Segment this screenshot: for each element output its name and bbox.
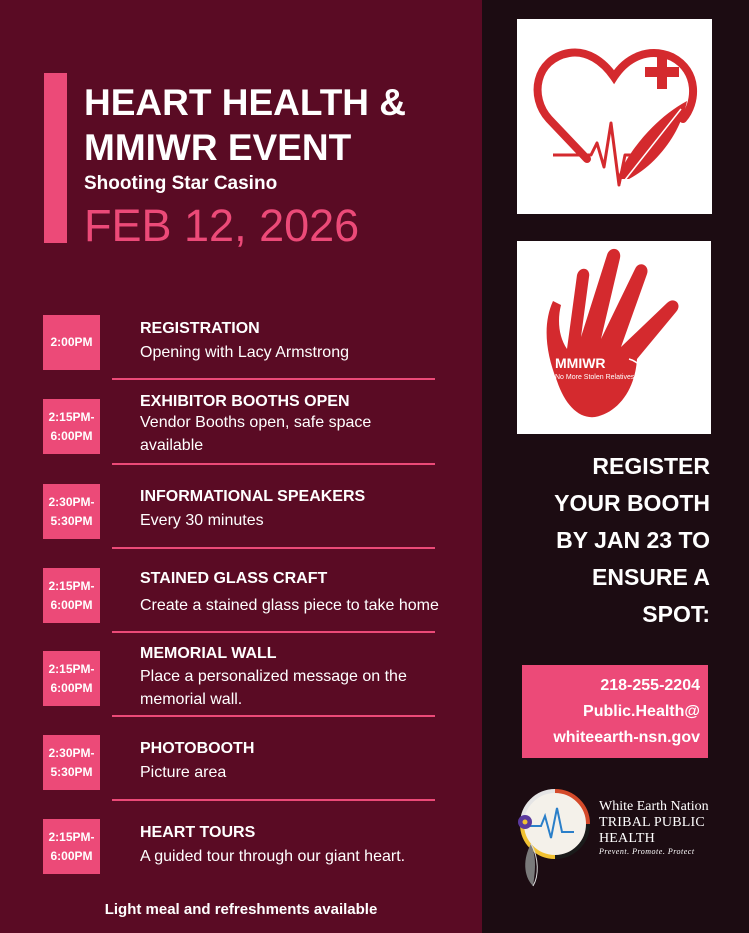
time-badge: 2:15PM- 6:00PM [43, 568, 100, 623]
register-callout: REGISTER YOUR BOOTH BY JAN 23 TO ENSURE A SPOT: [554, 453, 710, 627]
event-venue: Shooting Star Casino [84, 173, 278, 194]
time-badge: 2:00PM [43, 315, 100, 370]
schedule-item-title: MEMORIAL WALL [140, 645, 277, 662]
heart-ecg-icon [517, 19, 712, 214]
title-line-1: HEART HEALTH & [84, 82, 407, 123]
divider [112, 715, 435, 717]
contact-email-line1[interactable]: Public.Health@ [583, 703, 700, 720]
heart-health-logo [517, 19, 712, 214]
mmiwr-tagline: No More Stolen Relatives [555, 374, 635, 381]
schedule-item-title: EXHIBITOR BOOTHS OPEN [140, 393, 350, 410]
title-line-2: MMIWR EVENT [84, 127, 352, 168]
event-date: FEB 12, 2026 [84, 200, 360, 251]
schedule-item-desc: Picture area [140, 764, 227, 781]
divider [112, 378, 435, 380]
time-badge: 2:30PM- 5:30PM [43, 484, 100, 539]
divider [112, 799, 435, 801]
schedule-item-desc: A guided tour through our giant heart. [140, 848, 406, 865]
schedule-item-title: STAINED GLASS CRAFT [140, 570, 328, 587]
schedule-item-title: HEART TOURS [140, 824, 256, 841]
footer-note: Light meal and refreshments available [104, 901, 378, 918]
schedule-item-desc: Vendor Booths open, safe space available [140, 414, 372, 454]
contact-email-line2[interactable]: whiteearth-nsn.gov [553, 729, 700, 746]
mmiwr-logo [517, 241, 711, 434]
contact-box [522, 665, 708, 758]
schedule-item-title: INFORMATIONAL SPEAKERS [140, 488, 366, 505]
time-badge: 2:15PM- 6:00PM [43, 399, 100, 454]
schedule-item-desc: Every 30 minutes [140, 512, 264, 529]
time-badge: 2:15PM- 6:00PM [43, 651, 100, 706]
event-title [84, 80, 406, 170]
contact-phone[interactable]: 218-255-2204 [600, 677, 700, 694]
red-hand-icon [517, 241, 711, 434]
divider [112, 463, 435, 465]
schedule-item-desc: Opening with Lacy Armstrong [140, 344, 349, 361]
mmiwr-label: MMIWR [555, 355, 606, 371]
divider [112, 547, 435, 549]
schedule-item-desc: Create a stained glass piece to take home [140, 597, 439, 614]
divider [112, 631, 435, 633]
schedule-item-desc: Place a personalized message on the memorial wall. [140, 668, 407, 708]
title-accent-bar [44, 73, 67, 243]
schedule-item-title: PHOTOBOOTH [140, 740, 255, 757]
time-badge: 2:15PM- 6:00PM [43, 819, 100, 874]
time-badge: 2:30PM- 5:30PM [43, 735, 100, 790]
tribal-health-logo-text: White Earth Nation TRIBAL PUBLIC HEALTH Prevent. Promote. Protect [599, 799, 709, 856]
schedule-item-title: REGISTRATION [140, 320, 260, 337]
tribal-health-emblem-icon [509, 786, 595, 892]
